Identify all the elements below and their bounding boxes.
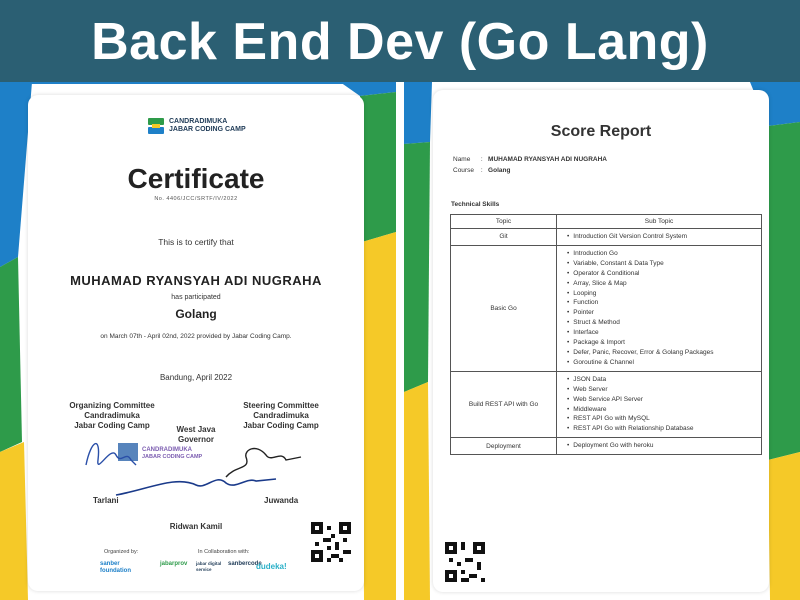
name-label: Name	[453, 156, 471, 163]
partner-jabarprov: jabarprov	[160, 561, 188, 567]
gov-line-1: West Java	[176, 425, 216, 434]
name-row	[453, 156, 607, 163]
subtopic-item: • JSON Data	[567, 375, 761, 385]
subtopic-item: • Variable, Constant & Data Type	[567, 259, 761, 269]
org-line-1: Organizing Committee	[69, 401, 155, 410]
table-row	[451, 229, 762, 246]
score-report-title: Score Report	[550, 123, 652, 140]
subtopic-list	[567, 232, 761, 242]
gov-line-2: Governor	[177, 435, 214, 444]
table-row	[451, 371, 762, 437]
course-dates: on March 07th - April 02nd, 2022 provided by Jabar Coding Camp.	[100, 333, 292, 340]
topic-cell: Deployment	[451, 438, 557, 455]
signer-tarlani: Tarlani	[93, 496, 119, 505]
course-label: Course	[453, 167, 474, 174]
org-line-3: Jabar Coding Camp	[74, 421, 150, 430]
topic-cell: Basic Go	[451, 245, 557, 371]
steering-committee-label	[226, 401, 336, 431]
partner-dudeka: dudeka!	[256, 562, 287, 571]
subtopic-item: • Defer, Panic, Recover, Error & Golang Packages	[567, 348, 761, 358]
course-row	[453, 167, 510, 174]
col-subtopic: Sub Topic	[557, 215, 762, 229]
steer-line-1: Steering Committee	[243, 401, 319, 410]
subtopic-item: • REST API Go with MySQL	[567, 414, 761, 424]
subtopic-item: • Goroutine & Channel	[567, 358, 761, 368]
certify-text: This is to certify that	[158, 237, 234, 247]
signature-juwanda	[226, 449, 301, 477]
subtopic-item: • Web Server	[567, 385, 761, 395]
subtopic-item: • Web Service API Server	[567, 395, 761, 405]
col-topic: Topic	[451, 215, 557, 229]
subtopic-item: • Interface	[567, 328, 761, 338]
panel-divider	[396, 82, 404, 600]
table-header-row	[451, 215, 762, 229]
table-row	[451, 245, 762, 371]
certificate-qr-code	[311, 522, 351, 562]
subtopic-cell	[557, 229, 762, 246]
subtopic-item: • Operator & Conditional	[567, 269, 761, 279]
svg-text:JABAR CODING CAMP: JABAR CODING CAMP	[142, 454, 203, 460]
name-colon: :	[480, 156, 487, 163]
subtopic-list	[567, 249, 761, 368]
signature-ridwan	[116, 479, 276, 495]
subtopic-cell	[557, 371, 762, 437]
subtopic-item: • REST API Go with Relationship Database	[567, 424, 761, 434]
subtopic-item: • Middleware	[567, 405, 761, 415]
course-colon: :	[480, 167, 487, 174]
subtopic-item: • Array, Slice & Map	[567, 279, 761, 289]
banner-title: Back End Dev (Go Lang)	[91, 13, 709, 71]
certificate-number: No. 4406/JCC/SRTF/IV/2022	[154, 196, 238, 202]
topic-cell: Build REST API with Go	[451, 371, 557, 437]
subtopic-item: • Deployment Go with heroku	[567, 441, 761, 451]
organizing-committee-label	[62, 401, 162, 431]
subtopic-item: • Introduction Go	[567, 249, 761, 259]
skills-table-body	[451, 229, 762, 455]
subtopic-cell	[557, 438, 762, 455]
topic-cell: Git	[451, 229, 557, 246]
steer-line-2: Candradimuka	[253, 411, 309, 420]
org-line-2: Candradimuka	[84, 411, 140, 420]
score-report-panel	[404, 82, 800, 600]
course-value: Golang	[488, 167, 511, 174]
subtopic-item: • Struct & Method	[567, 318, 761, 328]
partner-sanbercode: sanbercode	[228, 561, 262, 567]
jcc-logo	[147, 117, 246, 135]
score-report-card	[433, 90, 769, 592]
svg-text:CANDRADIMUKA: CANDRADIMUKA	[142, 447, 192, 453]
signer-ridwan: Ridwan Kamil	[169, 522, 223, 531]
subtopic-item: • Pointer	[567, 308, 761, 318]
technical-skills-heading: Technical Skills	[451, 201, 500, 208]
name-value: MUHAMAD RYANSYAH ADI NUGRAHA	[488, 156, 607, 163]
partner-sanber-foundation: sanber foundation	[100, 561, 131, 574]
table-row	[451, 438, 762, 455]
participated-text: has participated	[171, 294, 221, 301]
subtopic-item: • Package & Import	[567, 338, 761, 348]
jcc-logo-icon	[147, 117, 165, 135]
certificate-title: Certificate	[127, 163, 265, 194]
skills-table	[450, 214, 762, 455]
subtopic-cell	[557, 245, 762, 371]
banner	[0, 0, 800, 82]
subtopic-item: • Function	[567, 298, 761, 308]
logo-line-1: CANDRADIMUKA	[169, 118, 228, 125]
subtopic-list	[567, 375, 761, 434]
signer-juwanda: Juwanda	[264, 496, 299, 505]
subtopic-item: • Introduction Git Version Control System	[567, 232, 761, 242]
steer-line-3: Jabar Coding Camp	[243, 421, 319, 430]
city-date: Bandung, April 2022	[159, 373, 233, 382]
subtopic-list	[567, 441, 761, 451]
collaboration-label: In Collaboration with:	[198, 549, 250, 555]
certificate-card	[28, 95, 364, 591]
logo-line-2: JABAR CODING CAMP	[169, 126, 246, 133]
certificate-panel	[0, 82, 396, 600]
score-report-qr-code	[445, 542, 485, 582]
organized-by-label: Organized by:	[104, 549, 139, 555]
subtopic-item: • Looping	[567, 289, 761, 299]
recipient-name: MUHAMAD RYANSYAH ADI NUGRAHA	[70, 273, 322, 288]
partner-jds: jabar digital service	[196, 561, 222, 572]
course-name: Golang	[175, 307, 217, 321]
